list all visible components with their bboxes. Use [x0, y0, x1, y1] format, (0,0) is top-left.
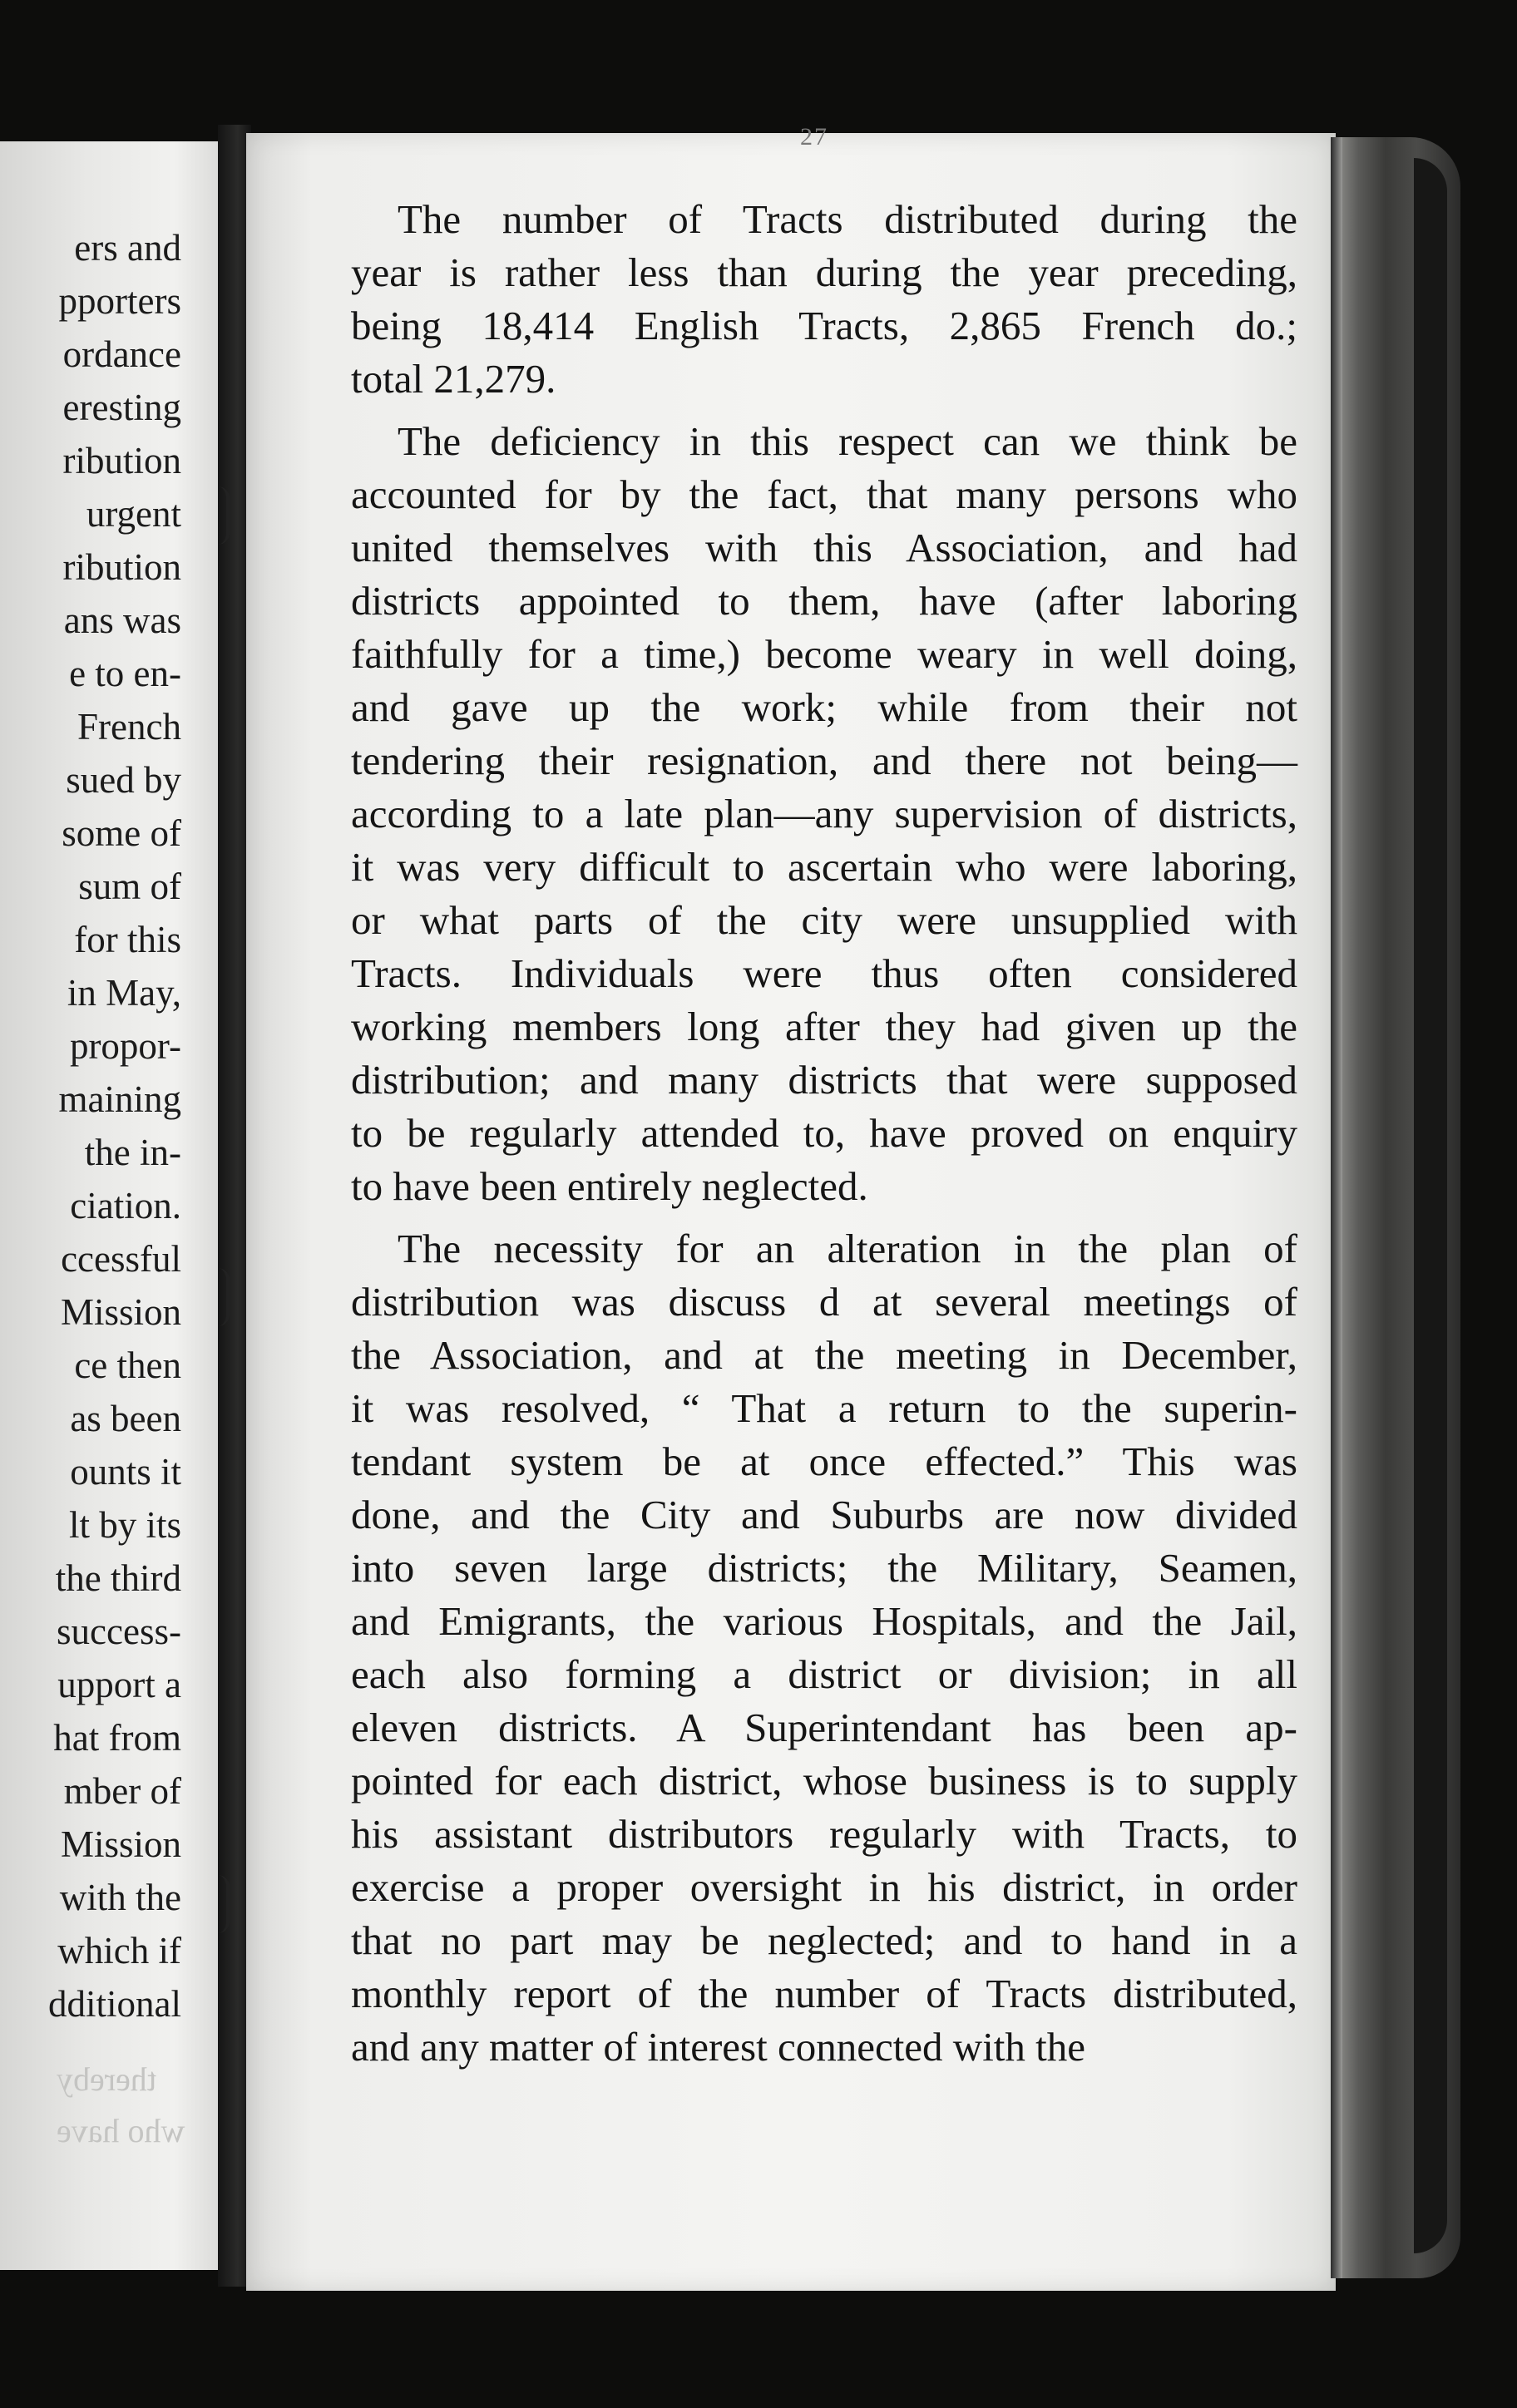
- text-line: accounted for by the fact, that many persons who: [351, 471, 1297, 517]
- left-page-line: the third: [55, 1557, 181, 1599]
- bleedthrough-line: who have: [56, 2112, 185, 2149]
- text-line: The deficiency in this respect can we think be: [398, 418, 1297, 464]
- left-page-line: e to en-: [69, 653, 181, 694]
- left-page-line: ounts it: [70, 1451, 181, 1493]
- text-line: Tracts. Individuals were thus often considered: [351, 950, 1297, 996]
- left-page-line: which if: [57, 1930, 181, 1971]
- left-page-line: as been: [70, 1398, 181, 1439]
- text-line: or what parts of the city were unsupplied with: [351, 897, 1297, 943]
- left-page-line: ers and: [74, 227, 181, 269]
- left-page-line: eresting: [62, 387, 181, 428]
- text-line: each also forming a district or division; in all: [351, 1651, 1297, 1697]
- left-page-line: ribution: [62, 546, 181, 588]
- gutter-mark-2: [218, 1268, 230, 1326]
- main-page-text: [351, 193, 1297, 2083]
- text-line: it was very difficult to ascertain who were laboring,: [351, 844, 1297, 890]
- page-number: 27: [800, 123, 828, 150]
- left-page-line: urgent: [86, 493, 181, 535]
- left-page-line: maining: [58, 1078, 181, 1120]
- text-line: being 18,414 English Tracts, 2,865 French do.;: [351, 303, 1297, 348]
- text-line: year is rather less than during the year preceding,: [351, 249, 1297, 295]
- text-line: exercise a proper oversight in his district, in order: [351, 1864, 1297, 1910]
- left-page-line: ordance: [62, 333, 181, 375]
- left-page-line: hat from: [53, 1717, 181, 1759]
- bleedthrough-line: thereby: [56, 2060, 156, 2098]
- left-page-line: mber of: [63, 1770, 181, 1812]
- left-page-line: sued by: [66, 759, 181, 801]
- text-line: that no part may be neglected; and to hand in a: [351, 1917, 1297, 1963]
- text-line: and Emigrants, the various Hospitals, and the Jail,: [351, 1598, 1297, 1644]
- text-line: faithfully for a time,) become weary in well doing,: [351, 631, 1297, 677]
- text-line: tendant system be at once effected.” This was: [351, 1438, 1297, 1484]
- left-page-line: ciation.: [70, 1185, 181, 1226]
- paragraph: [351, 1222, 1297, 2074]
- text-line: distribution; and many districts that were supposed: [351, 1057, 1297, 1103]
- text-line: pointed for each district, whose business is to supply: [351, 1758, 1297, 1804]
- text-line: the Association, and at the meeting in December,: [351, 1332, 1297, 1378]
- text-line: The number of Tracts distributed during the: [398, 196, 1297, 242]
- left-page-line: ans was: [63, 600, 181, 641]
- left-page-line: the in-: [84, 1132, 181, 1173]
- text-line: eleven districts. A Superintendant has been ap-: [351, 1705, 1297, 1750]
- text-line: done, and the City and Suburbs are now divided: [351, 1492, 1297, 1537]
- page-edge-line: [1331, 137, 1342, 2278]
- paragraph: [351, 193, 1297, 406]
- text-line: his assistant distributors regularly with Tracts, to: [351, 1811, 1297, 1857]
- text-line: distribution was discuss d at several meetings of: [351, 1279, 1297, 1325]
- gutter-mark-3: [218, 1875, 230, 1933]
- left-page-line: Mission: [60, 1823, 181, 1865]
- left-facing-page: [0, 141, 218, 2270]
- text-line: and gave up the work; while from their not: [351, 684, 1297, 730]
- left-page-line: French: [77, 706, 181, 748]
- left-page-line: in May,: [67, 972, 181, 1014]
- left-page-line: Mission: [60, 1291, 181, 1333]
- text-line: working members long after they had given up the: [351, 1004, 1297, 1049]
- text-line: it was resolved, “ That a return to the superin-: [351, 1385, 1297, 1431]
- text-line: tendering their resignation, and there not being—: [351, 738, 1297, 783]
- left-page-line: ribution: [62, 440, 181, 481]
- text-line: into seven large districts; the Military, Seamen,: [351, 1545, 1297, 1591]
- left-page-line: success-: [57, 1611, 181, 1652]
- text-line: according to a late plan—any supervision of districts,: [351, 791, 1297, 836]
- left-page-line: dditional: [48, 1983, 181, 2025]
- gutter-mark-1: [218, 486, 230, 545]
- text-line: districts appointed to them, have (after laboring: [351, 578, 1297, 624]
- left-page-line: some of: [62, 812, 181, 854]
- left-page-line: propor-: [69, 1025, 181, 1067]
- book-cover-edge: [1414, 158, 1447, 2253]
- left-page-line: lt by its: [68, 1504, 181, 1546]
- left-page-line: for this: [74, 919, 181, 960]
- left-page-text: [48, 221, 181, 2031]
- text-line: and any matter of interest connected with the: [351, 2024, 1086, 2070]
- left-page-line: upport a: [57, 1664, 181, 1705]
- text-line: The necessity for an alteration in the plan of: [398, 1226, 1297, 1271]
- text-line: to have been entirely neglected.: [351, 1163, 868, 1209]
- text-line: monthly report of the number of Tracts distributed,: [351, 1971, 1297, 2016]
- text-line: to be regularly attended to, have proved on enquiry: [351, 1110, 1297, 1156]
- left-page-line: ce then: [74, 1345, 181, 1386]
- text-line: united themselves with this Association, and had: [351, 525, 1297, 570]
- left-page-line: sum of: [78, 866, 181, 907]
- left-page-bleedthrough: [57, 2054, 185, 2157]
- text-line: total 21,279.: [351, 356, 556, 402]
- left-page-line: ccessful: [61, 1238, 181, 1280]
- left-page-line: pporters: [58, 280, 181, 322]
- left-page-line: with the: [59, 1877, 181, 1918]
- paragraph: [351, 415, 1297, 1213]
